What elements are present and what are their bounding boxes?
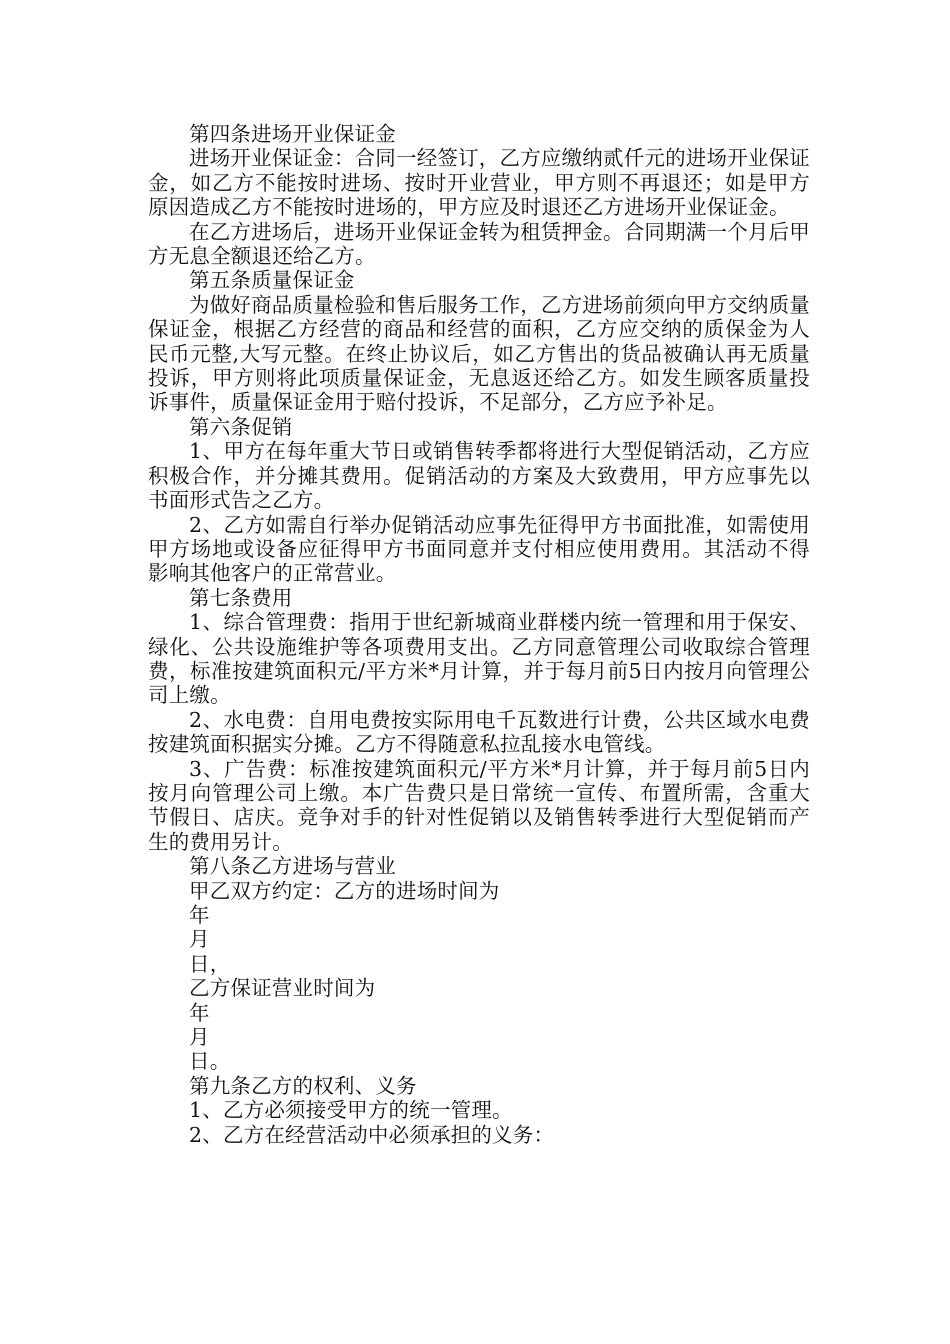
article-4-paragraph-2: 在乙方进场后，进场开业保证金转为租赁押金。合同期满一个月后甲方无息全额退还给乙方。 [148, 219, 810, 269]
article-8-business-day: 日。 [189, 1049, 231, 1074]
article-9-item-2: 2、乙方在经营活动中必须承担的义务： [189, 1122, 555, 1147]
article-8-business-year: 年 [189, 1000, 210, 1025]
article-6-heading: 第六条促销 [189, 414, 293, 439]
article-5-heading: 第五条质量保证金 [189, 268, 355, 293]
article-6-item-1: 1、甲方在每年重大节日或销售转季都将进行大型促销活动，乙方应积极合作，并分摊其费用。促销活动的方案及大致费用，甲方应事先以书面形式告之乙方。 [148, 439, 810, 513]
article-8-entry-day: 日， [189, 951, 231, 976]
article-7-item-3: 3、广告费：标准按建筑面积元/平方米*月计算，并于每月前5日内按月向管理公司上缴。本广告费只是日常统一宣传、布置所需，含重大节假日、店庆。竞争对手的针对性促销以及销售转季进行大型促销而产生的费用另计。 [148, 756, 810, 854]
article-8-business-month: 月 [189, 1025, 210, 1050]
article-5-paragraph-1: 为做好商品质量检验和售后服务工作，乙方进场前须向甲方交纳质量保证金，根据乙方经营的商品和经营的面积，乙方应交纳的质保金为人民币元整,大写元整。在终止协议后，如乙方售出的货品被确认再无质量投诉，甲方则将此项质量保证金，无息返还给乙方。如发生顾客质量投诉事件，质量保证金用于赔付投诉，不足部分，乙方应予补足。 [148, 292, 810, 415]
article-9-item-1: 1、乙方必须接受甲方的统一管理。 [189, 1098, 513, 1123]
article-8-heading: 第八条乙方进场与营业 [189, 854, 396, 879]
article-8-entry-year: 年 [189, 903, 210, 927]
document-body [148, 122, 810, 1147]
article-7-item-1: 1、综合管理费：指用于世纪新城商业群楼内统一管理和用于保安、绿化、公共设施维护等各项费用支出。乙方同意管理公司收取综合管理费，标准按建筑面积元/平方米*月计算，并于每月前5日内按月向管理公司上缴。 [148, 610, 810, 708]
article-7-item-2: 2、水电费：自用电费按实际用电千瓦数进行计费，公共区域水电费按建筑面积据实分摊。乙方不得随意私拉乱接水电管线。 [148, 707, 810, 757]
article-4-paragraph-1: 进场开业保证金：合同一经签订，乙方应缴纳贰仟元的进场开业保证金，如乙方不能按时进场、按时开业营业，甲方则不再退还；如是甲方原因造成乙方不能按时进场的，甲方应及时退还乙方进场开业保证金。 [148, 146, 810, 220]
article-4-heading: 第四条进场开业保证金 [189, 122, 396, 146]
article-8-entry-month: 月 [189, 927, 210, 952]
article-7-heading: 第七条费用 [189, 585, 293, 610]
article-9-heading: 第九条乙方的权利、义务 [189, 1073, 417, 1098]
article-6-item-2: 2、乙方如需自行举办促销活动应事先征得甲方书面批准，如需使用甲方场地或设备应征得甲方书面同意并支付相应使用费用。其活动不得影响其他客户的正常营业。 [148, 512, 810, 586]
article-8-business-time-label: 乙方保证营业时间为 [189, 976, 376, 1001]
article-8-entry-time-label: 甲乙双方约定：乙方的进场时间为 [189, 878, 500, 903]
